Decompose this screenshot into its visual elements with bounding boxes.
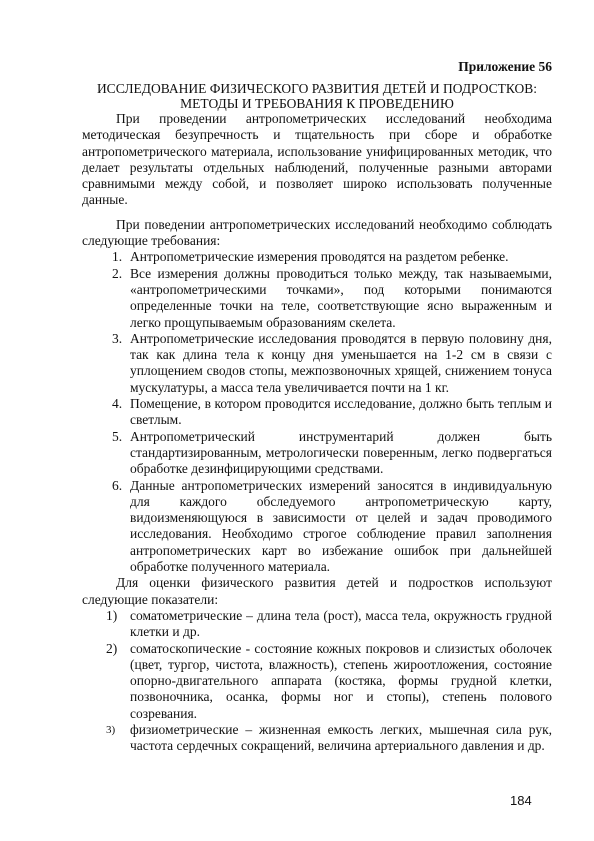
item-text: Все измерения должны проводиться только между, так называемыми, «антропометрическими точками», под которыми понимаются определенные точки на теле, соответствующие ясно выраженным и легко прощупываемым образованиям скелета. [130, 265, 552, 330]
list-item [82, 396, 552, 429]
requirements-list [82, 249, 552, 575]
item-number: 4. [112, 396, 123, 412]
item-number: 1) [106, 607, 118, 623]
list-item [82, 331, 552, 396]
item-number: 6. [112, 477, 123, 493]
item-text: соматоскопические - состояние кожных покровов и слизистых оболочек (цвет, тургор, чистота, влажность), степень жироотложения, состояние опорно-двигательного аппарата (костяка, формы грудной клетки, позвоночника, осанка, формы ног и стопы), степень полового созревания. [130, 640, 552, 721]
requirements-intro: При поведении антропометрических исследований необходимо соблюдать следующие требования: [82, 216, 552, 249]
title-line-2: МЕТОДЫ И ТРЕБОВАНИЯ К ПРОВЕДЕНИЮ [180, 96, 454, 111]
document-page [82, 58, 552, 755]
intro-paragraph: При проведении антропометрических исследований необходима методическая безупречность и тщательность при сборе и обработке антропометрического материала, использование унифицированных методик, что делает результаты отдельных наблюдений, полученные разными авторами сравнимыми между собой, и позволяет широко использовать полученные данные. [82, 111, 552, 208]
item-number: 5. [112, 428, 123, 444]
list-item [82, 478, 552, 576]
list-item [82, 249, 552, 265]
item-text: Антропометрические исследования проводятся в первую половину дня, так как длина тела к концу дня уменьшается на 1-2 см в связи с уплощением сводов стопы, межпозвоночных хрящей, снижением тонуса мускулатуры, а масса тела увеличивается почти на 1 кг. [130, 330, 552, 395]
list-item [82, 608, 552, 641]
title-line-1: ИССЛЕДОВАНИЕ ФИЗИЧЕСКОГО РАЗВИТИЯ ДЕТЕЙ И ПОДРОСТКОВ: [96, 81, 538, 96]
list-item [82, 641, 552, 722]
item-number: 3) [106, 723, 116, 736]
document-title [82, 81, 552, 111]
item-text: физиометрические – жизненная емкость легких, мышечная сила рук, частота сердечных сокращений, величина артериального давления и др. [130, 721, 552, 754]
list-item [82, 429, 552, 478]
item-text: Антропометрические измерения проводятся на раздетом ребенке. [130, 249, 509, 265]
item-number: 1. [112, 249, 123, 265]
appendix-label: Приложение 56 [458, 59, 552, 74]
item-text: Помещение, в котором проводится исследование, должно быть теплым и светлым. [130, 396, 552, 428]
item-number: 2) [106, 640, 118, 656]
indicators-list [82, 608, 552, 755]
item-text: Данные антропометрических измерений заносятся в индивидуальную для каждого обследуемого антропометрическую карту, видоизменяющуюся в зависимости от целей и задач проводимого исследования. Необходимо строгое соблюдение правил заполнения антропометрических карт во избежание ошибок при дальнейшей обработке полученного материала. [130, 477, 552, 575]
indicators-intro: Для оценки физического развития детей и подростков используют следующие показатели: [82, 575, 552, 607]
item-text: Антропометрический инструментарий должен быть стандартизированным, метрологически поверенным, легко подвергаться обработке дезинфицирующими средствами. [130, 428, 552, 477]
list-item [82, 722, 552, 755]
list-item [82, 266, 552, 331]
item-text: соматометрические – длина тела (рост), масса тела, окружность грудной клетки и др. [130, 607, 552, 640]
item-number: 3. [112, 330, 123, 346]
page-number: 184 [510, 793, 532, 808]
item-number: 2. [112, 265, 123, 281]
